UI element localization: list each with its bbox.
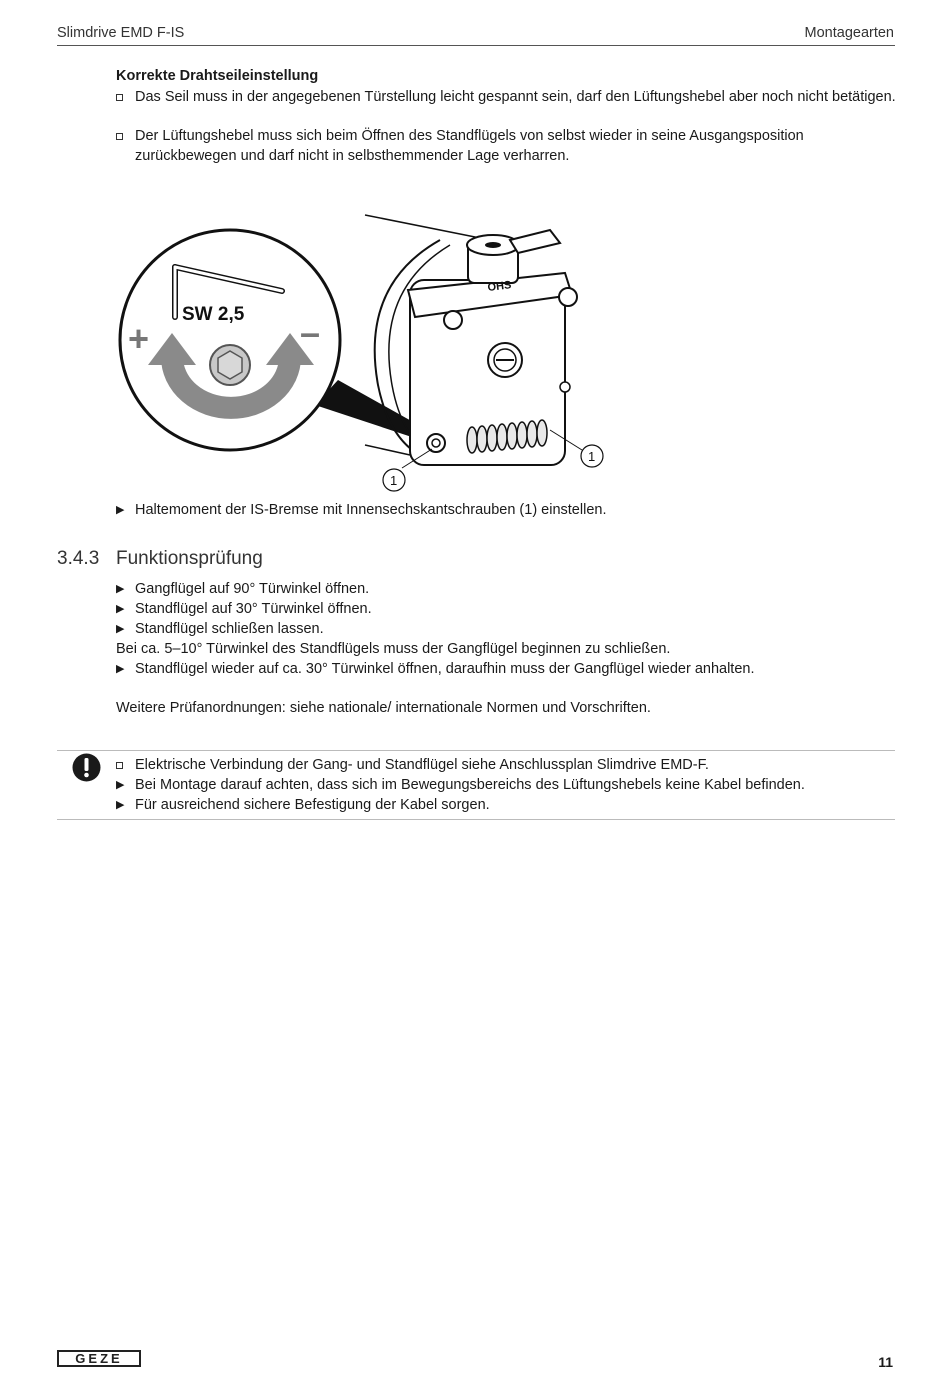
square-bullet-icon xyxy=(116,87,130,107)
square-bullet-icon xyxy=(116,755,130,775)
warning-text: Bei Montage darauf achten, dass sich im Bewegungsbereichs des Lüftungshebels keine Kabel befinden. xyxy=(135,777,805,793)
warning-text: Elektrische Verbindung der Gang- und Standflügel siehe Anschlussplan Slimdrive EMD-F. xyxy=(135,757,709,773)
warning-top-rule xyxy=(57,750,895,751)
warning-item xyxy=(116,795,896,815)
instruction-text: Haltemoment der IS-Bremse mit Innensechskantschrauben (1) einstellen. xyxy=(135,502,607,518)
test-step xyxy=(116,599,896,619)
triangle-bullet-icon: ▶ xyxy=(116,603,125,615)
test-step-text: Standflügel schließen lassen. xyxy=(135,621,324,637)
svg-text:1: 1 xyxy=(588,449,596,464)
test-step-text: Standflügel wieder auf ca. 30° Türwinkel öffnen, daraufhin muss der Gangflügel wieder anhalten. xyxy=(135,661,755,677)
header-divider xyxy=(57,45,895,46)
page-number: 11 xyxy=(878,1354,893,1370)
tool-size-label: SW 2,5 xyxy=(182,304,245,325)
wire-item xyxy=(116,126,896,166)
triangle-bullet-icon: ▶ xyxy=(116,799,125,811)
wire-item xyxy=(116,87,896,107)
test-step xyxy=(116,579,896,599)
warning-text: Für ausreichend sichere Befestigung der Kabel sorgen. xyxy=(135,797,490,813)
svg-text:1: 1 xyxy=(390,473,398,488)
warning-item xyxy=(116,755,896,775)
square-bullet-icon xyxy=(116,126,130,146)
section-title: Funktionsprüfung xyxy=(116,548,263,569)
triangle-bullet-icon: ▶ xyxy=(116,663,125,675)
triangle-bullet-icon: ▶ xyxy=(116,583,125,595)
warning-bottom-rule xyxy=(57,819,895,820)
test-note: Bei ca. 5–10° Türwinkel des Standflügels muss der Gangflügel beginnen zu schließen. xyxy=(116,641,671,657)
ohs-brake-illustration xyxy=(110,205,630,495)
minus-icon: – xyxy=(300,312,321,353)
release-lever xyxy=(510,230,560,253)
warning-item xyxy=(116,775,896,795)
instruction-step xyxy=(116,500,896,520)
wire-item-text: Das Seil muss in der angegebenen Türstellung leicht gespannt sein, darf den Lüftungshebel aber noch nicht betätigen. xyxy=(135,89,896,105)
test-step-text: Gangflügel auf 90° Türwinkel öffnen. xyxy=(135,581,370,597)
test-step xyxy=(116,619,896,639)
triangle-bullet-icon: ▶ xyxy=(116,623,125,635)
geze-logo: GEZE xyxy=(57,1350,141,1367)
test-step xyxy=(116,659,896,679)
test-step-text: Standflügel auf 30° Türwinkel öffnen. xyxy=(135,601,372,617)
section-number: 3.4.3 xyxy=(57,548,100,569)
chapter-title: Montagearten xyxy=(804,25,894,41)
housing-label: OHS xyxy=(486,279,513,294)
wire-heading: Korrekte Drahtseileinstellung xyxy=(116,68,319,84)
triangle-bullet-icon: ▶ xyxy=(116,779,125,791)
wire-item-text: Der Lüftungshebel muss sich beim Öffnen des Standflügels von selbst wieder in seine Ausgangsposition zurückbewegen und darf nicht in selbsthemmender Lage verharren. xyxy=(135,128,804,164)
triangle-bullet-icon: ▶ xyxy=(116,504,125,516)
warning-exclamation-icon xyxy=(72,753,101,782)
further-tests: Weitere Prüfanordnungen: siehe nationale/ internationale Normen und Vorschriften. xyxy=(116,700,651,716)
document-title: Slimdrive EMD F-IS xyxy=(57,25,185,41)
plus-icon: + xyxy=(128,318,150,359)
